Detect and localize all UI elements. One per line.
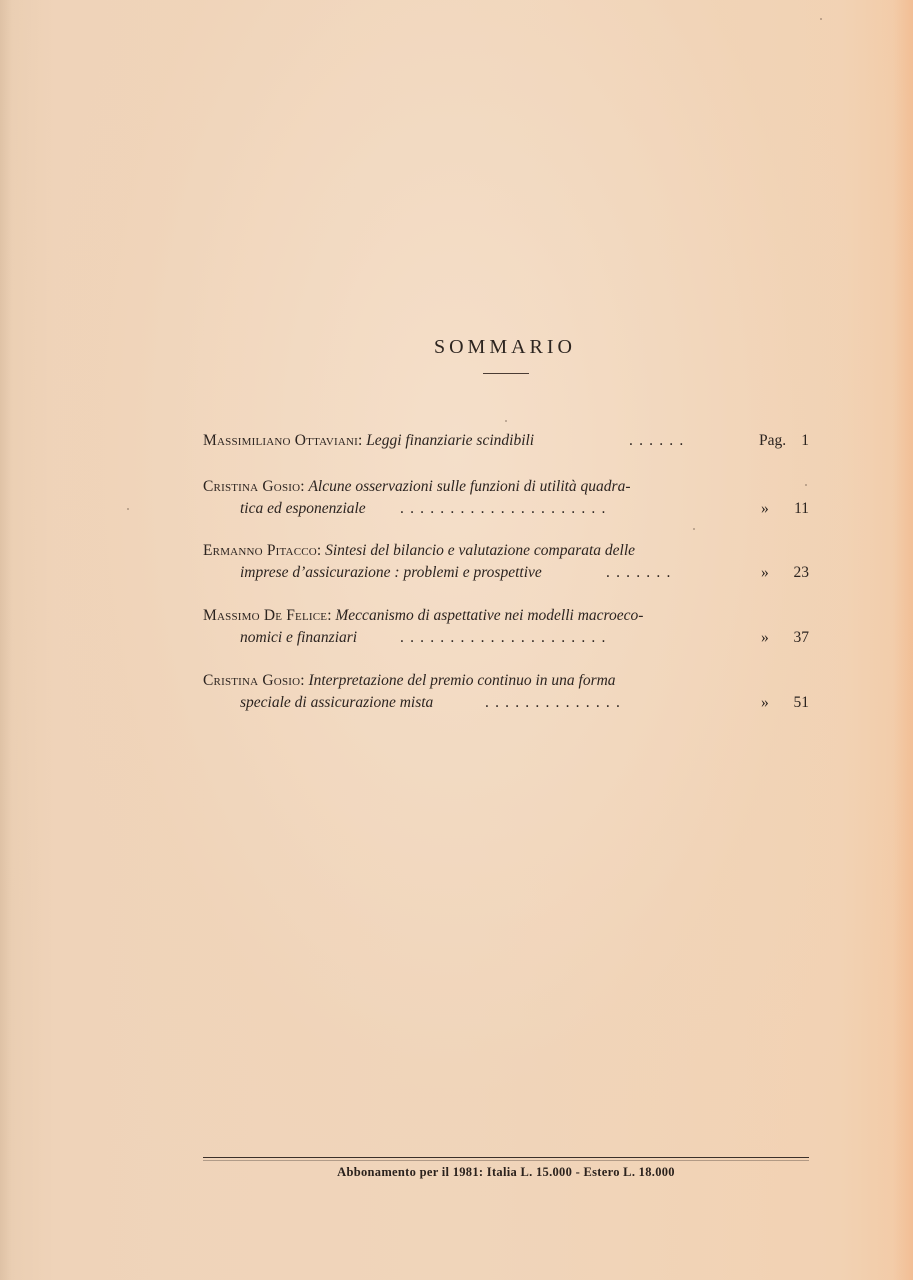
dot-leader: .............. (485, 694, 627, 711)
entry-title-continued: nomici e finanziari (240, 629, 358, 646)
footer-rule-shadow (203, 1160, 809, 1161)
toc-entry-line (203, 498, 809, 520)
paper-speck (805, 484, 807, 486)
page-reference (761, 498, 809, 520)
paper-speck (820, 18, 822, 20)
page-ref-mark: Pag. (759, 432, 787, 449)
toc-entry-line (203, 692, 809, 714)
page-ref-mark: » (761, 500, 769, 517)
entry-title: Meccanismo di aspettative nei modelli macroeco- (335, 607, 644, 624)
contents-title: SOMMARIO (433, 336, 577, 358)
page-number: 11 (794, 500, 809, 517)
dot-leader: ..................... (400, 500, 612, 517)
page-edge-discoloration (893, 0, 913, 1280)
page-number: 37 (793, 629, 809, 646)
toc-entry-line (203, 430, 809, 452)
entry-author: Cristina Gosio (203, 672, 301, 689)
title-underline (483, 373, 529, 374)
toc-entry (203, 540, 809, 584)
toc-entry-line (203, 540, 809, 562)
toc-entry (203, 670, 809, 714)
entry-author: Cristina Gosio (203, 478, 301, 495)
dot-leader: ....... (606, 564, 677, 581)
paper-speck (505, 420, 507, 422)
page-reference (761, 692, 809, 714)
entry-title-continued: tica ed esponenziale (240, 500, 366, 517)
toc-entry-line (203, 627, 809, 649)
entry-title-continued: imprese d’assicurazione : problemi e prospettive (240, 564, 542, 581)
dot-leader: ..................... (400, 629, 612, 646)
footer-rule (203, 1157, 809, 1158)
toc-entry (203, 605, 809, 649)
page-reference (761, 627, 809, 649)
toc-entry-line (203, 670, 809, 692)
entry-title-continued: speciale di assicurazione mista (240, 694, 434, 711)
page-reference (759, 430, 809, 452)
page-ref-mark: » (761, 629, 769, 646)
entry-author: Massimiliano Ottaviani (203, 432, 358, 449)
page-ref-mark: » (761, 564, 769, 581)
toc-entry (203, 476, 809, 520)
author-separator: : (300, 478, 309, 495)
page-reference (761, 562, 809, 584)
page-number: 51 (793, 694, 809, 711)
entry-author: Ermanno Pitacco (203, 542, 317, 559)
page-number: 23 (793, 564, 809, 581)
dot-leader: ...... (629, 432, 690, 449)
entry-title: Leggi finanziarie scindibili (366, 432, 535, 449)
paper-speck (127, 508, 129, 510)
toc-entry-line (203, 476, 809, 498)
paper-speck (693, 528, 695, 530)
author-separator: : (300, 672, 309, 689)
toc-entry (203, 430, 809, 452)
toc-entry-line (203, 605, 809, 627)
author-separator: : (316, 542, 326, 559)
entry-author: Massimo De Felice (203, 607, 328, 624)
toc-entry-line (203, 562, 809, 584)
entry-title: Sintesi del bilancio e valutazione comparata delle (325, 542, 636, 559)
page-ref-mark: » (761, 694, 769, 711)
subscription-note: Abbonamento per il 1981: Italia L. 15.000 - Estero L. 18.000 (337, 1165, 675, 1179)
author-separator: : (358, 432, 367, 449)
author-separator: : (327, 607, 336, 624)
page-edge-shadow (0, 0, 12, 1280)
entry-title: Interpretazione del premio continuo in una forma (308, 672, 616, 689)
entry-title: Alcune osservazioni sulle funzioni di utilità quadra- (308, 478, 631, 495)
page-number: 1 (801, 432, 809, 449)
